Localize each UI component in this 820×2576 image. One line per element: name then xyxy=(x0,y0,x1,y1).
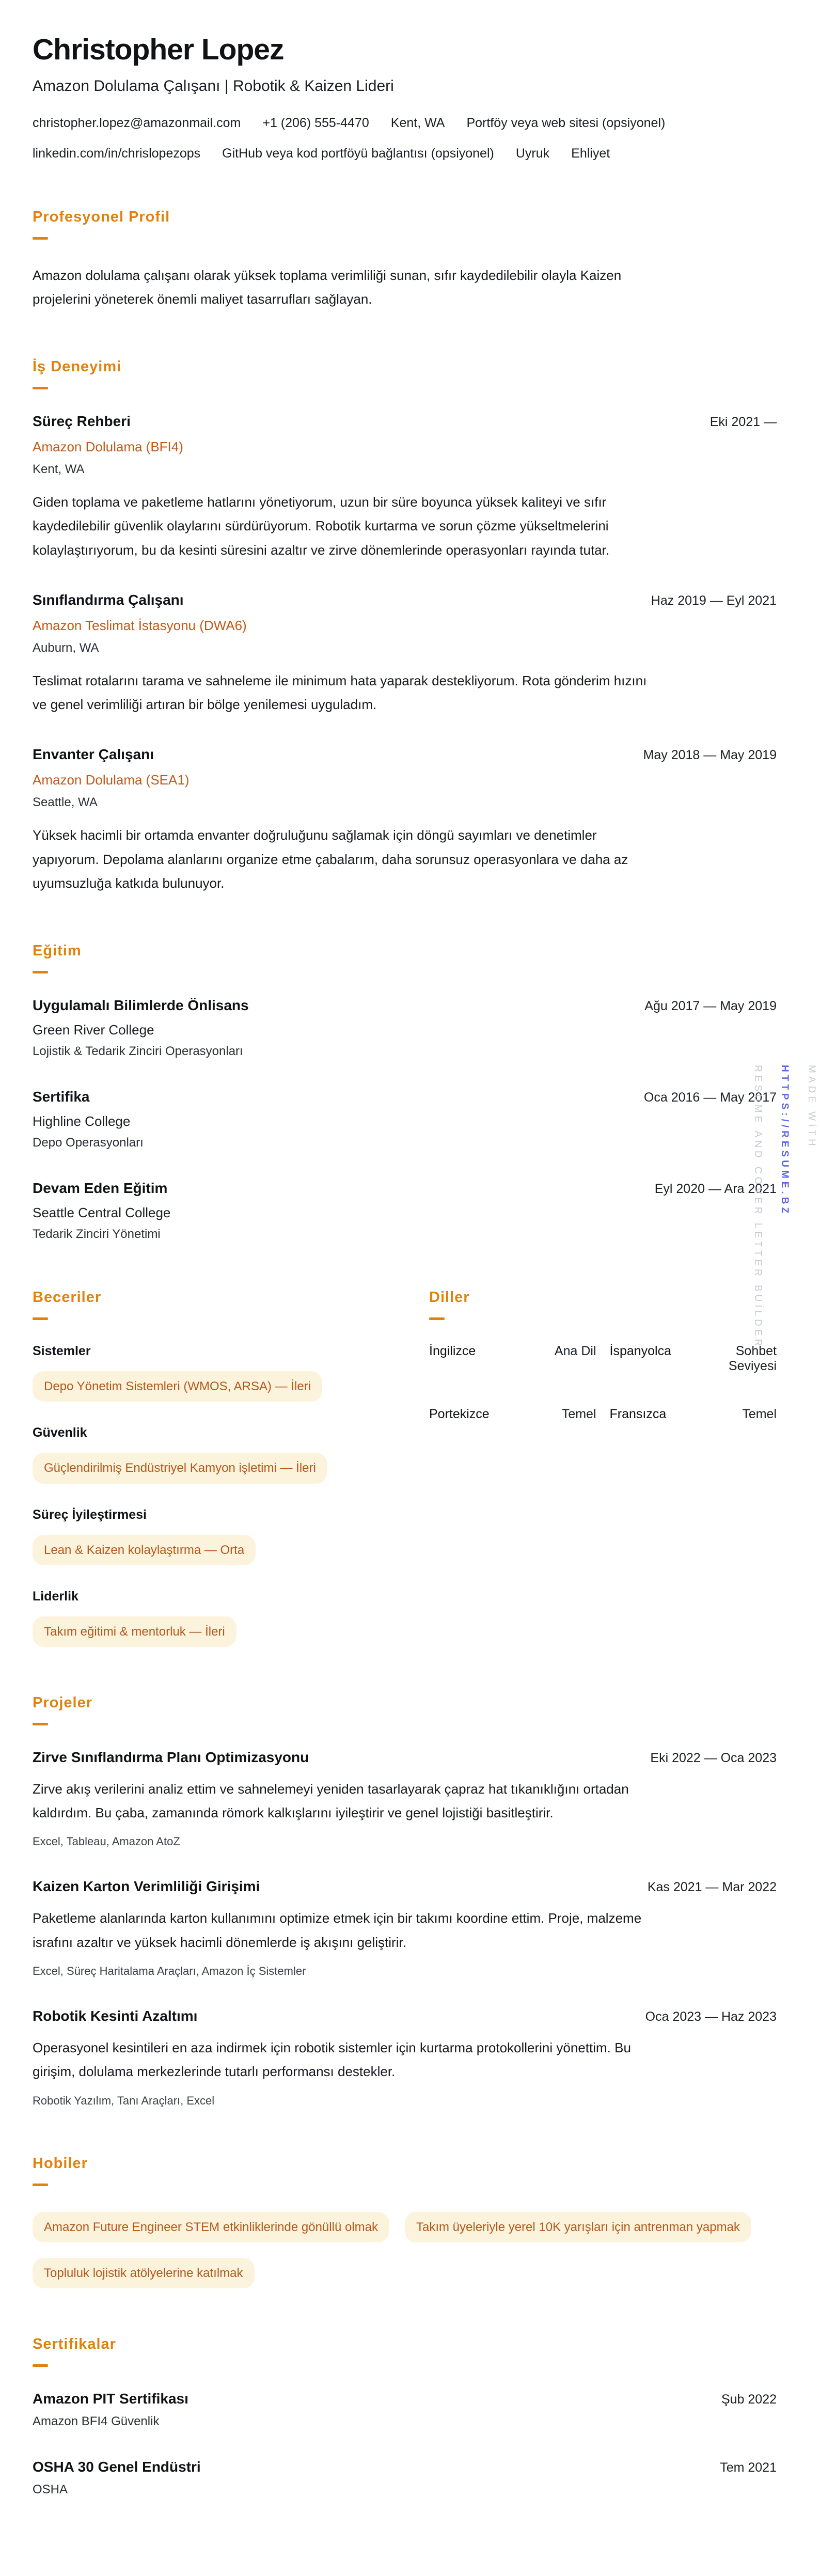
project-item xyxy=(33,1878,777,1978)
builder-watermark xyxy=(752,1065,817,1349)
project-name: Zirve Sınıflandırma Planı Optimizasyonu xyxy=(33,1749,309,1765)
section-rule xyxy=(33,2364,48,2367)
job-dates: Haz 2019 — Eyl 2021 xyxy=(651,593,777,608)
project-description: Operasyonel kesintileri en aza indirmek için robotik sistemler için kurtarma protokollerini yönettim. Bu girişim, dolulama merkezlerinde tutarlı performansı destekler. xyxy=(33,2040,631,2080)
profile-section-title: Profesyonel Profil xyxy=(33,208,170,225)
skills-column xyxy=(33,1289,380,1647)
section-hobbies xyxy=(33,2155,777,2288)
education-school: Highline College xyxy=(33,1113,131,1129)
project-description: Zirve akış verilerini analiz ettim ve sahnelemeyi yeniden tasarlayarak çapraz hat tıkanıklığını ortadan kaldırdım. Bu çaba, zamanında römork kalkışlarını iyileştirir ve genel lojistiği basitleştirir. xyxy=(33,1781,629,1821)
skill-pill: Lean & Kaizen kolaylaştırma — Orta xyxy=(33,1535,256,1565)
education-degree: Devam Eden Eğitim xyxy=(33,1180,168,1197)
hobbies-section-title: Hobiler xyxy=(33,2155,88,2172)
section-rule xyxy=(33,1317,48,1320)
section-rule xyxy=(33,971,48,973)
language-grid xyxy=(429,1344,777,1422)
section-profile xyxy=(33,209,777,311)
languages-section-title: Diller xyxy=(429,1289,470,1306)
job-item xyxy=(33,592,777,717)
job-description: Teslimat rotalarını tarama ve sahneleme ile minimum hata yaparak destekliyorum. Rota gönderim hızını ve genel verimliliği artıran bir bölge yenilemesi uyguladım. xyxy=(33,672,647,713)
email-text: christopher.lopez@amazonmail.com xyxy=(33,115,241,130)
job-company: Amazon Dolulama (SEA1) xyxy=(33,772,190,788)
language-name: İngilizce xyxy=(429,1344,476,1359)
certification-item xyxy=(33,2459,777,2497)
job-location: Seattle, WA xyxy=(33,795,98,810)
job-dates: Eki 2021 — xyxy=(709,415,777,430)
projects-section-title: Projeler xyxy=(33,1694,92,1711)
profile-summary: Amazon dolulama çalışanı olarak yüksek toplama verimliliği sunan, sıfır kaydedilebilir olayla Kaizen projelerini yöneterek önemli maliyet tasarrufları sağlayan. xyxy=(33,267,622,307)
portfolio-placeholder-text: Portföy veya web sitesi (opsiyonel) xyxy=(466,115,666,130)
section-rule xyxy=(33,2184,48,2186)
certification-name: Amazon PIT Sertifikası xyxy=(33,2390,188,2407)
hobby-pill-list xyxy=(33,2212,777,2288)
job-dates: May 2018 — May 2019 xyxy=(643,748,777,763)
skill-category: Güvenlik xyxy=(33,1425,87,1440)
job-location: Kent, WA xyxy=(33,462,85,477)
language-name: Fransızca xyxy=(609,1407,667,1422)
job-description: Yüksek hacimli bir ortamda envanter doğruluğunu sağlamak için döngü sayımları ve denetimler yapıyorum. Depolama alanlarını organize etme çabalarım, daha sorunsuz operasyonlara ve daha az uyumsuzluğa katkıda bulunuyor. xyxy=(33,827,628,891)
location-text: Kent, WA xyxy=(390,115,445,130)
contact-row-1 xyxy=(33,116,777,131)
project-dates: Oca 2023 — Haz 2023 xyxy=(645,2009,777,2024)
job-description: Giden toplama ve paketleme hatlarını yönetiyorum, uzun bir süre boyunca yüksek kaliteyi ve sıfır kaydedilebilir güvenlik olaylarını sürdürüyorum. Robotik kurtarma ve sorun çözme yükseltmelerini kolaylaştırıyorum, bu da kesinti süresini azaltır ve zirve dönemlerinde operasyonları rayında tutar. xyxy=(33,494,610,558)
resume-header xyxy=(33,34,777,161)
project-item xyxy=(33,1749,777,1849)
skill-pill: Güçlendirilmiş Endüstriyel Kamyon işletimi — İleri xyxy=(33,1453,327,1483)
section-certifications xyxy=(33,2336,777,2497)
skill-group xyxy=(33,1507,380,1565)
section-rule xyxy=(33,387,48,389)
watermark-made-with: MADE WİTH xyxy=(806,1065,817,1149)
certification-date: Şub 2022 xyxy=(721,2392,777,2407)
education-degree: Sertifika xyxy=(33,1089,90,1105)
certifications-section-title: Sertifikalar xyxy=(33,2335,116,2352)
skill-category: Süreç İyileştirmesi xyxy=(33,1507,147,1522)
education-school: Green River College xyxy=(33,1022,154,1038)
watermark-url-link[interactable]: HTTPS://RESUME.BZ xyxy=(779,1065,790,1217)
skill-category: Liderlik xyxy=(33,1589,78,1604)
project-item xyxy=(33,2008,777,2108)
candidate-title: Amazon Dolulama Çalışanı | Robotik & Kaizen Lideri xyxy=(33,77,394,95)
language-level: Temel xyxy=(561,1407,596,1422)
section-rule xyxy=(33,237,48,240)
language-name: İspanyolca xyxy=(609,1344,672,1359)
skill-group xyxy=(33,1425,380,1483)
language-level: Sohbet Seviyesi xyxy=(728,1344,777,1374)
certification-issuer: Amazon BFI4 Güvenlik xyxy=(33,2414,160,2428)
hobby-pill: Amazon Future Engineer STEM etkinliklerinde gönüllü olmak xyxy=(33,2212,389,2242)
language-name: Portekizce xyxy=(429,1407,490,1422)
skill-group xyxy=(33,1344,380,1402)
certification-name: OSHA 30 Genel Endüstri xyxy=(33,2458,201,2475)
section-skills-languages xyxy=(33,1289,777,1647)
project-name: Kaizen Karton Verimliliği Girişimi xyxy=(33,1878,260,1895)
section-rule xyxy=(33,1723,48,1725)
language-item xyxy=(429,1407,596,1422)
skill-pill: Takım eğitimi & mentorluk — İleri xyxy=(33,1616,236,1647)
skill-pill: Depo Yönetim Sistemleri (WMOS, ARSA) — İleri xyxy=(33,1371,322,1402)
watermark-tagline: RESUME AND COVER LETTER BUİLDER xyxy=(752,1065,763,1349)
language-item xyxy=(610,1407,777,1422)
project-tools: Excel, Tableau, Amazon AtoZ xyxy=(33,1835,180,1848)
education-item xyxy=(33,997,777,1059)
phone-text: +1 (206) 555-4470 xyxy=(262,115,369,130)
certification-date: Tem 2021 xyxy=(720,2460,777,2475)
education-dates: Ağu 2017 — May 2019 xyxy=(644,999,777,1014)
job-title: Envanter Çalışanı xyxy=(33,746,154,763)
hobby-pill: Takım üyeleriyle yerel 10K yarışları için antrenman yapmak xyxy=(405,2212,751,2242)
education-school: Seattle Central College xyxy=(33,1205,171,1221)
languages-column xyxy=(429,1289,777,1422)
project-tools: Excel, Süreç Haritalama Araçları, Amazon İç Sistemler xyxy=(33,1965,306,1978)
education-dates: Eyl 2020 — Ara 2021 xyxy=(654,1182,777,1197)
skills-section-title: Beceriler xyxy=(33,1289,102,1306)
certification-item xyxy=(33,2391,777,2429)
hobby-pill: Topluluk lojistik atölyelerine katılmak xyxy=(33,2258,255,2288)
linkedin-text: linkedin.com/in/chrislopezops xyxy=(33,146,201,161)
project-dates: Kas 2021 — Mar 2022 xyxy=(647,1880,777,1895)
language-level: Temel xyxy=(742,1407,777,1422)
project-description: Paketleme alanlarında karton kullanımını optimize etmek için bir takımı koordine ettim. Proje, malzeme israfını azaltır ve yüksek hacimli dönemlerde iş akışını geliştirir. xyxy=(33,1910,642,1950)
project-tools: Robotik Yazılım, Tanı Araçları, Excel xyxy=(33,2094,215,2107)
language-item xyxy=(429,1344,596,1374)
section-experience xyxy=(33,358,777,895)
job-item xyxy=(33,413,777,562)
nationality-placeholder-text: Uyruk xyxy=(515,146,550,161)
language-level: Ana Dil xyxy=(554,1344,596,1359)
project-dates: Eki 2022 — Oca 2023 xyxy=(650,1750,777,1765)
education-section-title: Eğitim xyxy=(33,943,82,960)
license-placeholder-text: Ehliyet xyxy=(571,146,610,161)
job-title: Süreç Rehberi xyxy=(33,413,131,430)
education-item xyxy=(33,1089,777,1150)
education-field: Lojistik & Tedarik Zinciri Operasyonları xyxy=(33,1044,243,1059)
skill-group xyxy=(33,1589,380,1647)
section-projects xyxy=(33,1694,777,2108)
education-field: Depo Operasyonları xyxy=(33,1136,144,1150)
education-item xyxy=(33,1180,777,1242)
certification-issuer: OSHA xyxy=(33,2482,68,2496)
job-item xyxy=(33,746,777,895)
job-title: Sınıflandırma Çalışanı xyxy=(33,591,184,608)
section-rule xyxy=(429,1317,445,1320)
skill-category: Sistemler xyxy=(33,1344,91,1359)
github-placeholder-text: GitHub veya kod portföyü bağlantısı (opsiyonel) xyxy=(222,146,494,161)
candidate-name: Christopher Lopez xyxy=(33,33,284,66)
job-company: Amazon Teslimat İstasyonu (DWA6) xyxy=(33,617,247,633)
job-location: Auburn, WA xyxy=(33,640,99,655)
education-dates: Oca 2016 — May 2017 xyxy=(643,1090,777,1105)
contact-row-2 xyxy=(33,146,777,161)
project-name: Robotik Kesinti Azaltımı xyxy=(33,2008,198,2024)
job-company: Amazon Dolulama (BFI4) xyxy=(33,439,183,455)
education-field: Tedarik Zinciri Yönetimi xyxy=(33,1227,161,1242)
education-degree: Uygulamalı Bilimlerde Önlisans xyxy=(33,997,249,1014)
experience-section-title: İş Deneyimi xyxy=(33,358,122,375)
section-education xyxy=(33,943,777,1242)
